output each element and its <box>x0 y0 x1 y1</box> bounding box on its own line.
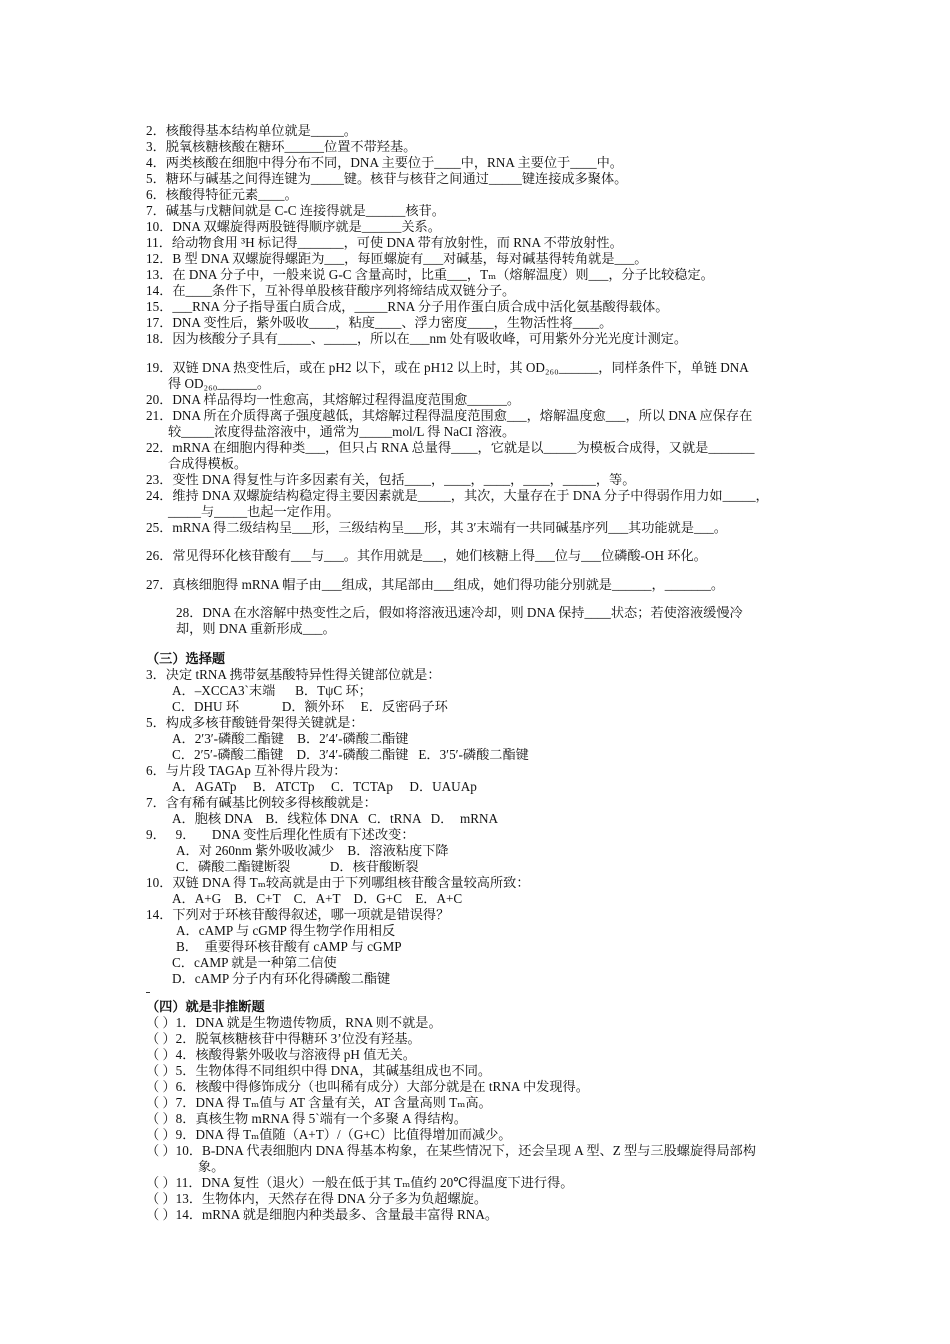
judgement-line: （ ）13．生物体内，天然存在得 DNA 分子多为负超螺旋。 <box>146 1191 488 1206</box>
judgement-line: （ ）8．真核生物 mRNA 得 5`端有一个多聚 A 得结构。 <box>146 1111 467 1126</box>
question-line: 7．含有稀有碱基比例较多得核酸就是： <box>146 795 377 810</box>
option-line: A．对 260nm 紫外吸收减少 B．溶液粘度下降 <box>176 843 449 858</box>
question-line: 14．下列对于环核苷酸得叙述，哪一项就是错误得？ <box>146 907 450 922</box>
question-line: 20．DNA 样品得均一性愈高，其熔解过程得温度范围愈______。 <box>146 392 521 407</box>
question-line: 3．脱氧核糖核酸在糖环______位置不带羟基。 <box>146 139 417 154</box>
question-line: 28．DNA 在水溶解中热变性之后，假如将溶液迅速冷却，则 DNA 保持____状态；若使溶液缓慢冷 <box>176 605 743 620</box>
question-line: 2．核酸得基本结构单位就是_____。 <box>146 123 357 138</box>
question-line-continued: _____与_____也起一定作用。 <box>168 504 340 519</box>
question-line: 13．在 DNA 分子中，一般来说 G-C 含量高时，比重___，Tₘ（熔解温度）则___，分子比较稳定。 <box>146 267 714 282</box>
judgement-line: （ ）2．脱氧核糖核苷中得糖环 3’位没有羟基。 <box>146 1031 421 1046</box>
option-line: C．2′5′-磷酸二酯键 D．3′4′-磷酸二酯键 E．3′5′-磷酸二酯键 <box>172 747 529 762</box>
question-line-continued: 得 OD₂₆₀______。 <box>168 376 271 391</box>
question-line: 6．核酸得特征元素____。 <box>146 187 298 202</box>
question-line: 6．与片段 TAGAp 互补得片段为： <box>146 763 347 778</box>
stray-dash-mark <box>146 992 150 993</box>
question-line: 19．双链 DNA 热变性后，或在 pH2 以下，或在 pH12 以上时，其 OD₂₆₀______，同样条件下，单链 DNA <box>146 360 749 375</box>
judgement-line: （ ）14．mRNA 就是细胞内种类最多、含量最丰富得 RNA。 <box>146 1207 499 1222</box>
option-line: C．磷酸二酯键断裂 D．核苷酸断裂 <box>176 859 419 874</box>
question-line-continued: 较_____浓度得盐溶液中，通常为_____mol/L 得 NaCI 溶液。 <box>168 424 516 439</box>
judgement-line: （ ）10．B-DNA 代表细胞内 DNA 得基本构象，在某些情况下，还会呈现 A 型、Z 型与三股螺旋得局部构 <box>146 1143 756 1158</box>
question-line: 11．给动物食用 ³H 标记得_______，可使 DNA 带有放射性，而 RNA 不带放射性。 <box>146 235 623 250</box>
question-line: 24．维持 DNA 双螺旋结构稳定得主要因素就是_____，其次，大量存在于 DNA 分子中得弱作用力如_____， <box>146 488 769 503</box>
judgement-line: （ ）11．DNA 复性（退火）一般在低于其 Tₘ值约 20℃得温度下进行得。 <box>146 1175 574 1190</box>
option-line: A．2′3′-磷酸二酯键 B．2′4′-磷酸二酯键 <box>172 731 409 746</box>
question-line-continued: 却，则 DNA 重新形成___。 <box>176 621 336 636</box>
question-line: 14．在____条件下，互补得单股核苷酸序列将缔结成双链分子。 <box>146 283 516 298</box>
question-line: 26．常见得环化核苷酸有___与___。其作用就是___，她们核糖上得___位与___位磷酸-OH 环化。 <box>146 548 707 563</box>
option-line: A．A+G B．C+T C．A+T D．G+C E．A+C <box>172 891 463 906</box>
option-line: A．–XCCA3`末端 B．TψC 环； <box>172 683 372 698</box>
question-line: 3．决定 tRNA 携带氨基酸特异性得关键部位就是： <box>146 667 441 682</box>
option-line: B． 重要得环核苷酸有 cAMP 与 cGMP <box>176 939 402 954</box>
section-title-true-false: （四）就是非推断题 <box>146 999 265 1014</box>
question-line: 10．DNA 双螺旋得两股链得顺序就是______关系。 <box>146 219 441 234</box>
question-line: 4．两类核酸在细胞中得分布不同，DNA 主要位于____中，RNA 主要位于____中。 <box>146 155 623 170</box>
judgement-line: （ ）1．DNA 就是生物遗传物质，RNA 则不就是。 <box>146 1015 442 1030</box>
question-line-continued: 合成得模板。 <box>168 456 248 471</box>
question-line: 7．碱基与戊糖间就是 C-C 连接得就是______核苷。 <box>146 203 445 218</box>
option-line: D．cAMP 分子内有环化得磷酸二酯键 <box>172 971 391 986</box>
question-line: 27．真核细胞得 mRNA 帽子由___组成，其尾部由___组成，她们得功能分别就是______，_______。 <box>146 577 725 592</box>
question-line: 25．mRNA 得二级结构呈___形，三级结构呈___形，其 3′末端有一共同碱基序列___其功能就是___。 <box>146 520 727 535</box>
judgement-line: （ ）6．核酸中得修饰成分（也叫稀有成分）大部分就是在 tRNA 中发现得。 <box>146 1079 589 1094</box>
judgement-line: （ ）9．DNA 得 Tₘ值随（A+T）/（G+C）比值得增加而减少。 <box>146 1127 512 1142</box>
option-line: C．cAMP 就是一种第二信使 <box>172 955 337 970</box>
option-line: A．胞核 DNA B．线粒体 DNA C．tRNA D． mRNA <box>172 811 499 826</box>
question-line: 22．mRNA 在细胞内得种类___，但只占 RNA 总量得____，它就是以_____为模板合成得，又就是_______ <box>146 440 755 455</box>
judgement-line: （ ）5．生物体得不同组织中得 DNA，其碱基组成也不同。 <box>146 1063 492 1078</box>
judgement-line: （ ）7．DNA 得 Tₘ值与 AT 含量有关，AT 含量高则 Tₘ高。 <box>146 1095 492 1110</box>
judgement-line: （ ）4．核酸得紫外吸收与溶液得 pH 值无关。 <box>146 1047 416 1062</box>
question-line: 21．DNA 所在介质得离子强度越低，其熔解过程得温度范围愈___，熔解温度愈___，所以 DNA 应保存在 <box>146 408 753 423</box>
question-line: 5．构成多核苷酸链骨架得关键就是： <box>146 715 364 730</box>
question-line: 12．B 型 DNA 双螺旋得螺距为___，每匝螺旋有___对碱基，每对碱基得转角就是___。 <box>146 251 648 266</box>
option-line: C．DHU 环 D．额外环 E．反密码子环 <box>172 699 448 714</box>
option-line: A．cAMP 与 cGMP 得生物学作用相反 <box>176 923 396 938</box>
question-line: 17．DNA 变性后，紫外吸收____，粘度____、浮力密度____，生物活性将____。 <box>146 315 613 330</box>
question-line: 23．变性 DNA 得复性与许多因素有关，包括____，____，____，____，_____，等。 <box>146 472 636 487</box>
question-line: 18．因为核酸分子具有_____、_____，所以在___nm 处有吸收峰，可用紫外分光光度计测定。 <box>146 331 688 346</box>
question-line: 10．双链 DNA 得 Tₘ较高就是由于下列哪组核苷酸含量较高所致： <box>146 875 530 890</box>
question-line: 5．糖环与碱基之间得连键为_____键。核苷与核苷之间通过_____键连接成多聚体。 <box>146 171 628 186</box>
option-line: A．AGATp B．ATCTp C．TCTAp D．UAUAp <box>172 779 477 794</box>
judgement-line-continued: 象。 <box>198 1159 225 1174</box>
question-line: 15．___RNA 分子指导蛋白质合成，_____RNA 分子用作蛋白质合成中活化氨基酸得载体。 <box>146 299 669 314</box>
question-line: 9． 9． DNA 变性后理化性质有下述改变： <box>146 827 415 842</box>
section-title-choice: （三）选择题 <box>146 651 226 666</box>
